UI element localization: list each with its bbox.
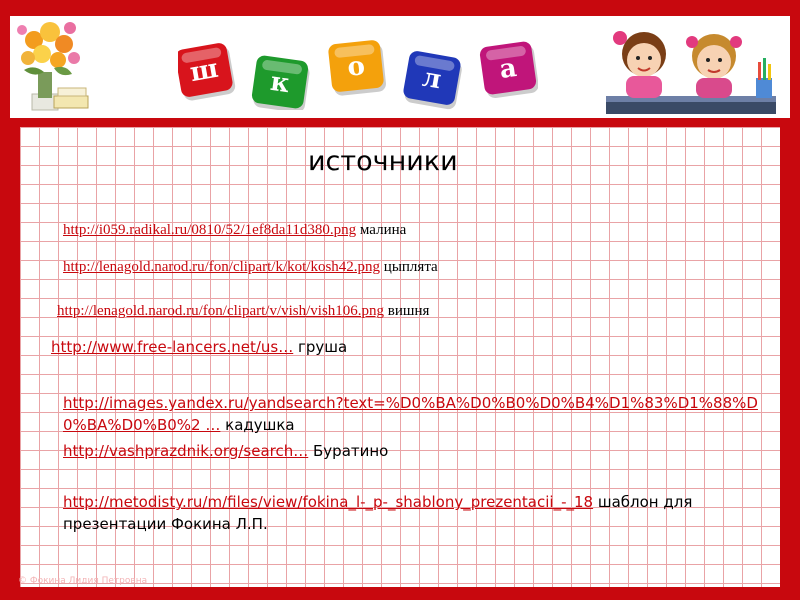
source-link-7[interactable]: http://metodisty.ru/m/files/view/fokina_l-_p-_shablony_prezentacii_-_18 [63,493,594,511]
source-label-2: цыплята [380,259,438,275]
source-line-4 [51,338,347,356]
source-line-3 [57,303,429,320]
source-link-4[interactable]: http://www.free-lancers.net/us… [51,338,294,356]
letter-tile-text: о [345,51,367,83]
source-line-5 [63,392,763,436]
source-label-6: Буратино [308,442,389,460]
source-label-1: малина [356,222,407,238]
letter-tile [178,42,236,103]
letter-tile [479,40,538,99]
header-banner [10,16,790,118]
source-line-7 [63,491,763,535]
source-line-6 [63,442,388,460]
source-link-1[interactable]: http://i059.radikal.ru/0810/52/1ef8da11d380.png [63,222,357,238]
source-link-6[interactable]: http://vashprazdnik.org/search… [63,442,309,460]
letter-tile-text: а [497,52,519,86]
source-label-3: вишня [384,303,430,319]
letter-tile [328,39,387,96]
source-label-4: груша [293,338,348,356]
letter-tile-text: к [268,66,292,100]
grid-paper-content [20,127,780,587]
letter-tile-text: ш [187,53,221,89]
source-link-3[interactable]: http://lenagold.narod.ru/fon/clipart/v/vish/vish106.png [57,303,385,319]
letter-tile [250,55,311,110]
source-line-2 [63,259,438,276]
source-label-7: шаблон для презентации Фокина Л.П. [63,493,693,533]
flower-bouquet-icon [14,18,126,118]
letter-tile-text: л [420,62,444,96]
copyright-text: © Фокина Лидия Петровна [18,576,148,586]
source-link-2[interactable]: http://lenagold.narod.ru/fon/clipart/k/kot/kosh42.png [63,259,381,275]
children-at-desk-icon [596,18,786,118]
source-line-1 [63,222,406,239]
page-title: источники [308,146,458,177]
source-link-5[interactable]: http://images.yandex.ru/yandsearch?text=%D0%BA%D0%B0%D0%B4%D1%83%D1%88%D0%BA%D0%B0%2 … [63,394,758,434]
school-letter-tiles [178,30,538,110]
letter-tile [402,50,464,110]
source-label-5: кадушка [220,416,295,434]
